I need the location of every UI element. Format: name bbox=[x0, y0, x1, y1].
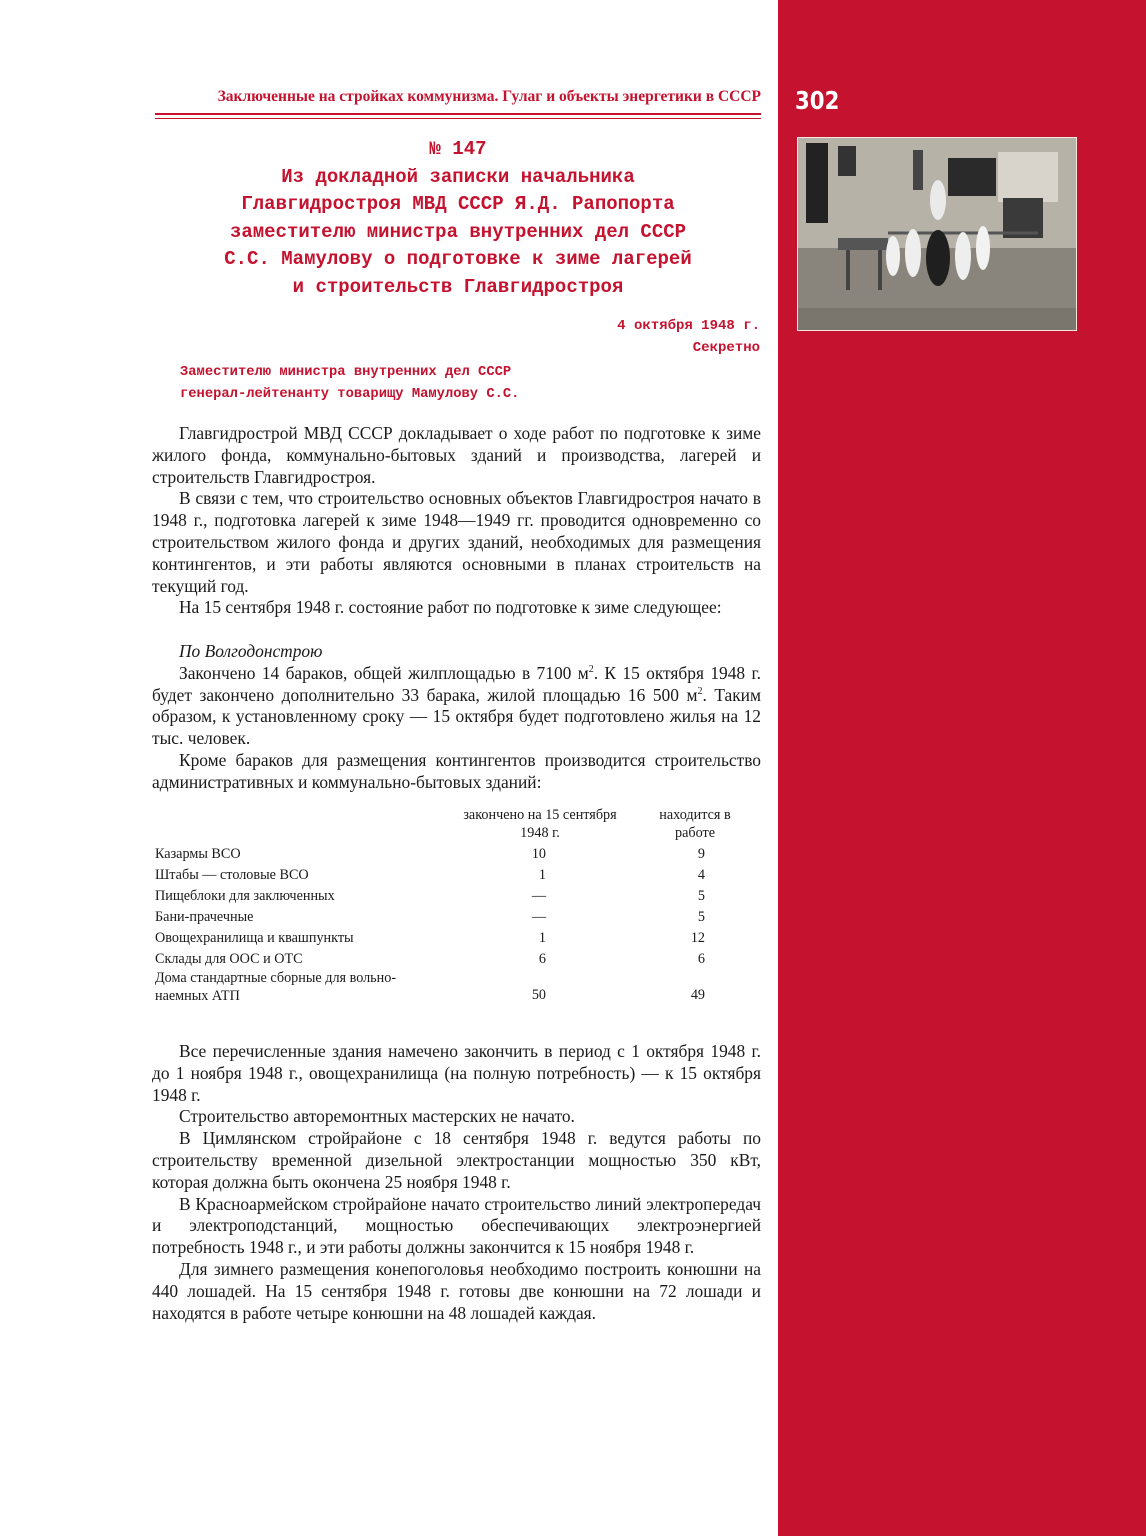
row-label: Склады для ООС и ОТС bbox=[155, 951, 303, 967]
completed-value: 6 bbox=[538, 951, 546, 967]
paragraph: Строительство авторемонтных мастерских не начато. bbox=[179, 1106, 575, 1127]
section-heading: По Волгодонстрою bbox=[179, 640, 323, 661]
paragraph: Для зимнего размещения конепоголовья необходимо построить конюшни на 440 лошадей. На 15 сентября 1948 г. готовы две конюшни на 72 лошади и находятся в работе четыре конюшни на 48 лошадей каждая. bbox=[152, 1258, 761, 1323]
in-work-value: 5 bbox=[697, 909, 705, 925]
in-work-value: 4 bbox=[697, 867, 705, 883]
table-row bbox=[155, 928, 761, 949]
superscript: 2 bbox=[588, 663, 594, 675]
paragraph bbox=[152, 663, 761, 750]
table-header bbox=[155, 806, 761, 844]
header-line: работе bbox=[674, 825, 715, 841]
archival-photo bbox=[797, 137, 1077, 331]
paragraph: В связи с тем, что строительство основных объектов Главгидростроя начато в 1948 г., подготовка лагерей к зиме 1948—1949 гг. проводится одновременно со строительством жилого фонда и других зданий, необходимых для размещения контингентов, и эти работы являются основными в планах строительств на текущий год. bbox=[152, 488, 761, 596]
header-line: 1948 г. bbox=[520, 825, 560, 841]
document-title bbox=[150, 136, 766, 301]
superscript: 2 bbox=[697, 685, 703, 697]
addressee-line: генерал-лейтенанту товарищу Мамулову С.С. bbox=[180, 387, 520, 402]
header-rule-thin bbox=[155, 118, 761, 119]
body-text-top bbox=[152, 423, 761, 794]
text-span: . К 15 октября 1948 г. будет закончено дополнительно 33 барака, жилой площадью 16 500 м bbox=[152, 662, 761, 705]
label-line: наемных АТП bbox=[155, 987, 240, 1004]
completed-value: 1 bbox=[538, 867, 546, 883]
completed-value: — bbox=[531, 888, 546, 904]
classification-mark: Секретно bbox=[692, 340, 760, 356]
row-label: Пищеблоки для заключенных bbox=[155, 888, 335, 904]
paragraph: Главгидрострой МВД СССР докладывает о ходе работ по подготовке к зиме жилого фонда, коммунально-бытовых зданий и производства, лагерей и строительств Главгидростроя. bbox=[152, 423, 761, 487]
table-row bbox=[155, 907, 761, 928]
body-text-bottom bbox=[152, 1041, 761, 1324]
table-row bbox=[155, 865, 761, 886]
completed-value: 50 bbox=[531, 987, 546, 1003]
row-label bbox=[155, 970, 445, 1005]
in-work-value: 5 bbox=[697, 888, 705, 904]
running-head: Заключенные на стройках коммунизма. Гулаг и объекты энергетики в СССР bbox=[217, 88, 761, 105]
completed-value: 1 bbox=[538, 930, 546, 946]
column-header-in-work bbox=[640, 806, 750, 842]
row-label: Овощехранилища и квашпункты bbox=[155, 930, 354, 946]
paragraph: Кроме бараков для размещения контингентов производится строительство административных и коммунально-бытовых зданий: bbox=[152, 749, 761, 792]
table-row bbox=[155, 970, 761, 1008]
construction-table bbox=[155, 806, 761, 1008]
text-span: Закончено 14 бараков, общей жилплощадью в 7100 м bbox=[179, 662, 589, 683]
text-span: . Таким образом, к установленному сроку — 15 октября будет подготовлено жилья на 12 тыс. человек. bbox=[152, 684, 761, 749]
paragraph: В Цимлянском стройрайоне с 18 сентября 1948 г. ведутся работы по строительству временной дизельной электростанции мощностью 350 кВт, которая должна быть окончена 25 ноября 1948 г. bbox=[152, 1128, 761, 1192]
table-row bbox=[155, 886, 761, 907]
title-line: и строительств Главгидростроя bbox=[292, 275, 624, 298]
column-header-completed bbox=[445, 806, 635, 842]
in-work-value: 12 bbox=[690, 930, 705, 946]
table-row bbox=[155, 844, 761, 865]
document-date: 4 октября 1948 г. bbox=[617, 318, 760, 334]
gymnasts-photo-illustration bbox=[798, 138, 1076, 330]
title-line: заместителю министра внутренних дел СССР bbox=[229, 220, 687, 243]
header-rule bbox=[155, 113, 761, 115]
document-number: № 147 bbox=[429, 138, 487, 160]
row-label: Штабы — столовые ВСО bbox=[155, 867, 309, 883]
paragraph: В Красноармейском стройрайоне начато строительство линий электропередач и электроподстанций, мощностью обеспечивающих электроэнергией потребность 1948 г., и эти работы должны закончится к 15 ноября 1948 г. bbox=[152, 1193, 761, 1258]
row-label: Бани-прачечные bbox=[155, 909, 254, 925]
title-line: Из докладной записки начальника bbox=[281, 165, 635, 188]
label-line: Дома стандартные сборные для вольно- bbox=[155, 970, 397, 986]
table-row bbox=[155, 949, 761, 970]
header-line: находится в bbox=[659, 807, 731, 823]
page-number: 302 bbox=[795, 86, 840, 115]
title-line: Главгидростроя МВД СССР Я.Д. Рапопорта bbox=[241, 193, 675, 215]
completed-value: 10 bbox=[531, 846, 546, 862]
paragraph: Все перечисленные здания намечено закончить в период с 1 октября 1948 г. до 1 ноября 1948 г., овощехранилища (на полную потребность) — к 15 октября 1948 г. bbox=[152, 1041, 761, 1105]
header-line: закончено на 15 сентября bbox=[463, 807, 617, 823]
completed-value: — bbox=[531, 909, 546, 925]
row-label: Казармы ВСО bbox=[155, 846, 241, 862]
paragraph: На 15 сентября 1948 г. состояние работ по подготовке к зиме следующее: bbox=[179, 597, 722, 618]
in-work-value: 49 bbox=[690, 987, 705, 1003]
in-work-value: 6 bbox=[697, 951, 705, 967]
in-work-value: 9 bbox=[697, 846, 705, 862]
addressee-line: Заместителю министра внутренних дел СССР bbox=[180, 365, 512, 380]
title-line: С.С. Мамулову о подготовке к зиме лагерей bbox=[224, 248, 692, 270]
addressee bbox=[180, 362, 519, 406]
